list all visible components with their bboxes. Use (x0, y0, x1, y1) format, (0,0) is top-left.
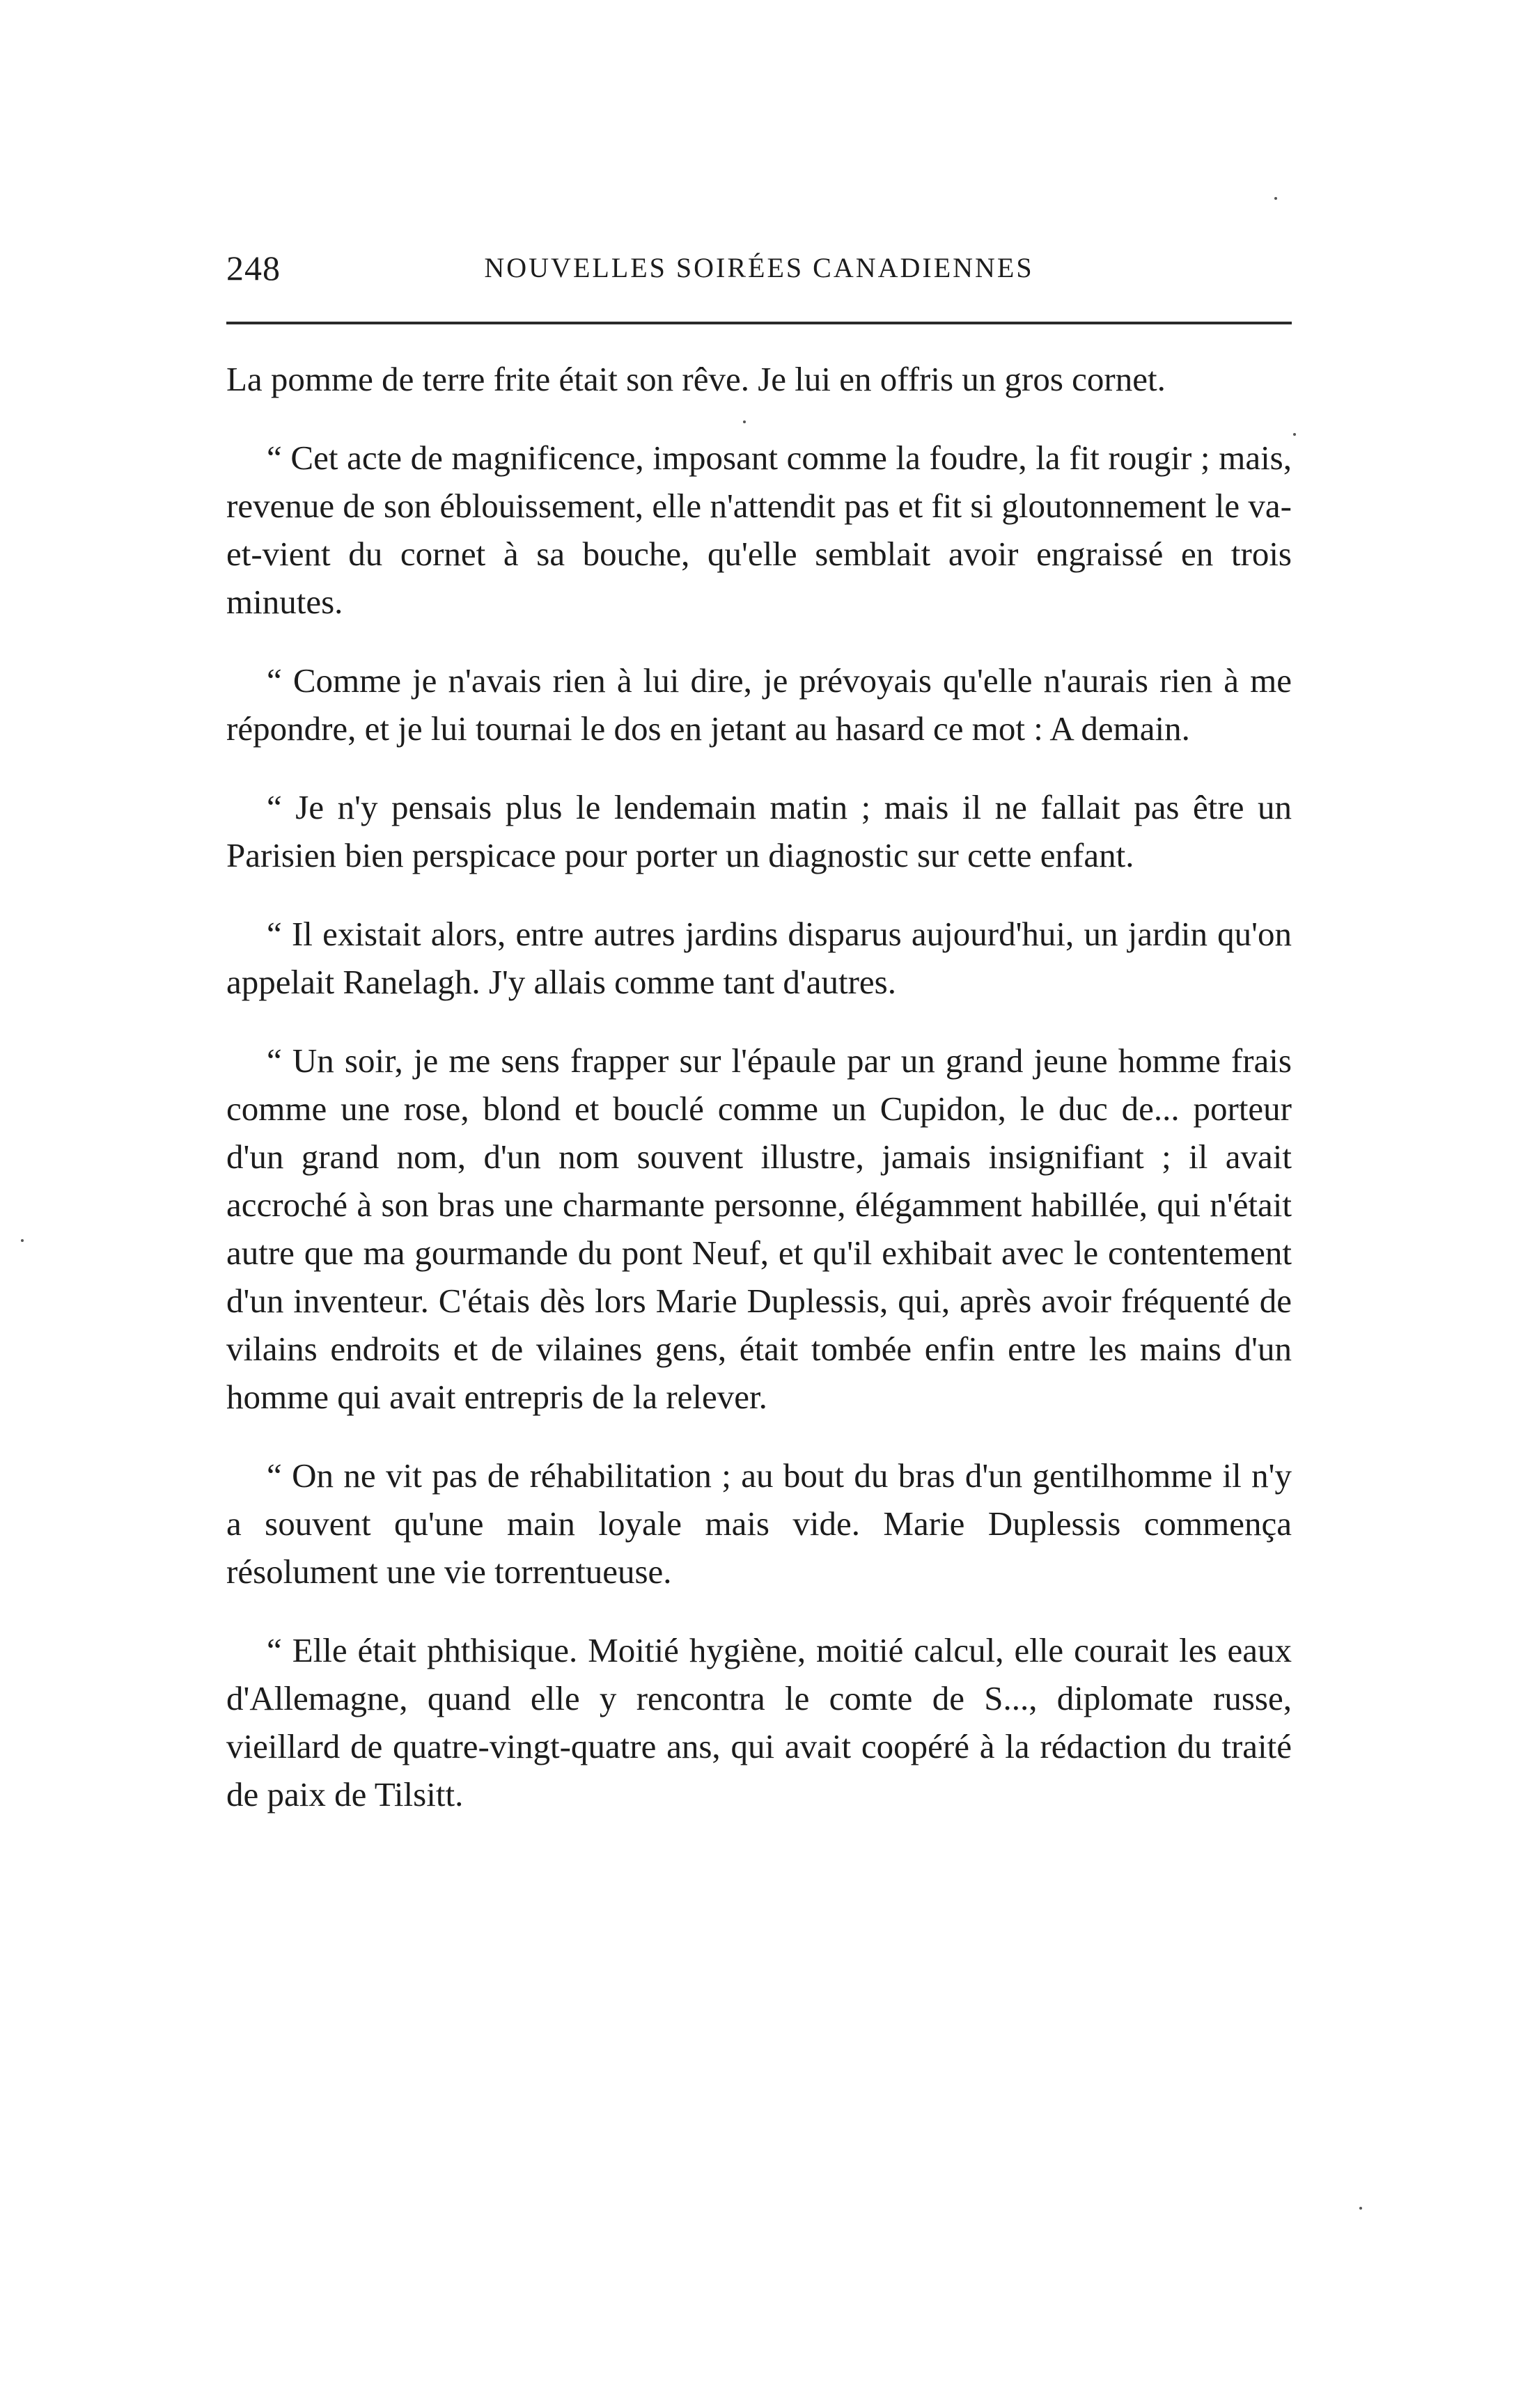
paragraph-3: “ Comme je n'avais rien à lui dire, je prévoyais qu'elle n'aurais rien à me répondre, et je lui tournai le dos en jetant au hasard ce mot : A demain. (226, 661, 1292, 748)
paragraph-2: “ Cet acte de magnificence, imposant comme la foudre, la fit rougir ; mais, revenue de son éblouissement, elle n'attendit pas et fit si gloutonnement le va-et-vient du cornet à sa bouche, qu'elle semblait avoir engraissé en trois minutes. (226, 439, 1292, 621)
paper-speck (1293, 433, 1296, 436)
body-text (226, 355, 1292, 1849)
paragraph-6: “ Un soir, je me sens frapper sur l'épaule par un grand jeune homme frais comme une rose, blond et bouclé comme un Cupidon, le duc de... porteur d'un grand nom, d'un nom souvent illustre, jamais insignifiant ; il avait accroché à son bras une charmante personne, élégamment habillée, qui n'était autre que ma gourmande du pont Neuf, et qu'il exhibait avec le contentement d'un inventeur. C'étais dès lors Marie Duplessis, qui, après avoir fréquenté de vilains endroits et de vilaines gens, était tombée enfin entre les mains d'un homme qui avait entrepris de la relever. (226, 1041, 1292, 1416)
paragraph-5: “ Il existait alors, entre autres jardins disparus aujourd'hui, un jardin qu'on appelait Ranelagh. J'y allais comme tant d'autres. (226, 915, 1292, 1001)
running-title: NOUVELLES SOIRÉES CANADIENNES (484, 252, 1034, 283)
page-number: 248 (226, 249, 281, 288)
paper-speck (1359, 2207, 1362, 2210)
paper-speck (1274, 197, 1277, 200)
paragraph-1: La pomme de terre frite était son rêve. Je lui en offris un gros cornet. (226, 360, 1166, 398)
paragraph-7: “ On ne vit pas de réhabilitation ; au bout du bras d'un gentilhomme il n'y a souvent qu'une main loyale mais vide. Marie Duplessis commença résolument une vie torrentueuse. (226, 1456, 1292, 1591)
paragraph-4: “ Je n'y pensais plus le lendemain matin ; mais il ne fallait pas être un Parisien bien perspicace pour porter un diagnostic sur cette enfant. (226, 788, 1292, 874)
header-rule (226, 322, 1292, 324)
paper-speck (21, 1239, 24, 1242)
paper-speck (743, 420, 746, 423)
paragraph-8: “ Elle était phthisique. Moitié hygiène, moitié calcul, elle courait les eaux d'Allemagne, quand elle y rencontra le comte de S..., diplomate russe, vieillard de quatre-vingt-quatre ans, qui avait coopéré à la rédaction du traité de paix de Tilsitt. (226, 1631, 1292, 1813)
page-header (226, 240, 1292, 296)
